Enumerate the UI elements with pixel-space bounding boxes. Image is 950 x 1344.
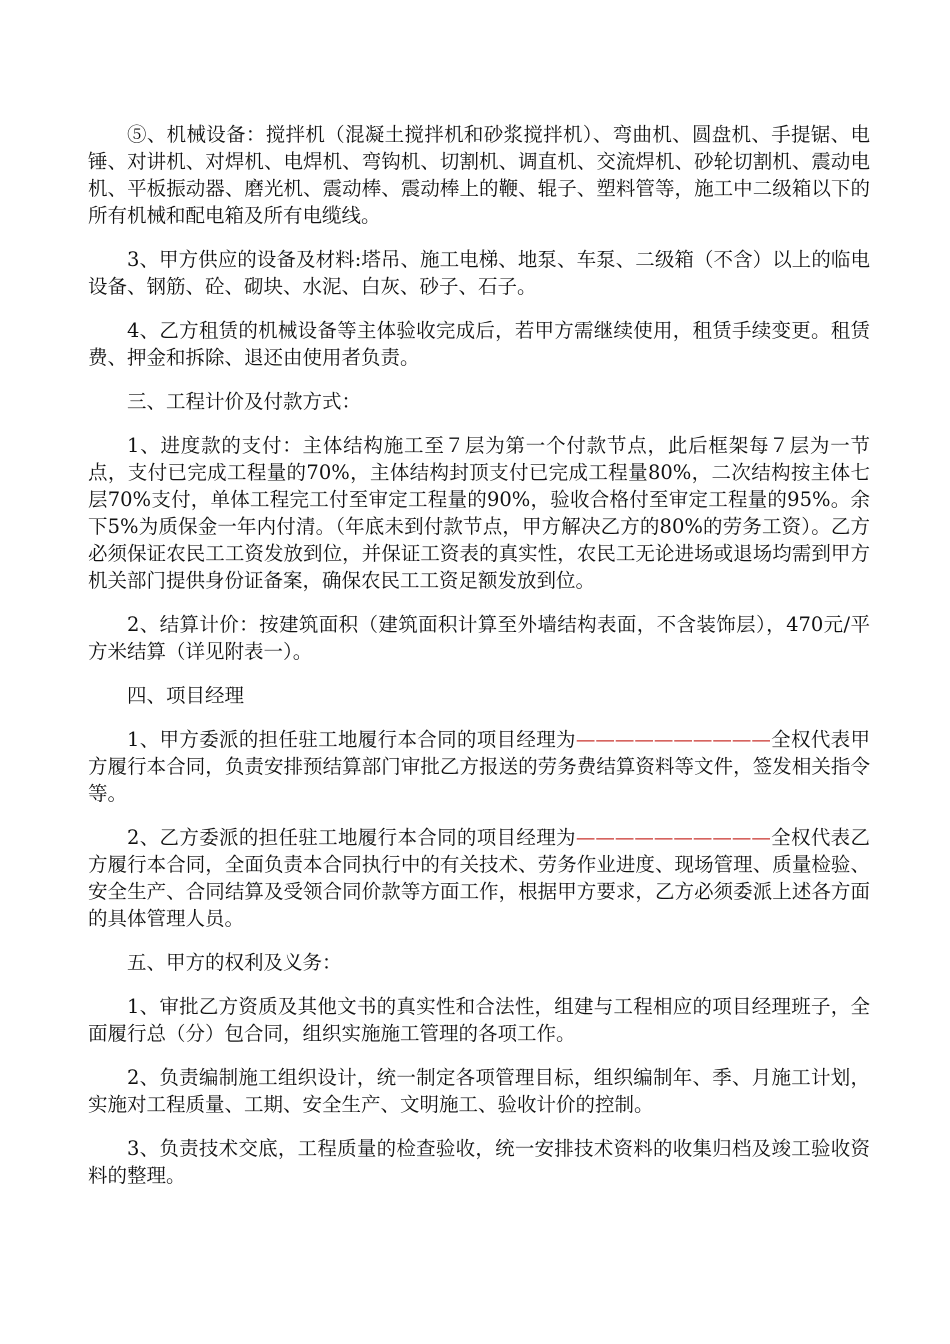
manager-a-text-before: 1、甲方委派的担任驻工地履行本合同的项目经理为 [127,728,576,751]
paragraph-progress-payment: 1、进度款的支付：主体结构施工至７层为第一个付款节点，此后框架每７层为一节点，支付已完成工程量的70%，主体结构封顶支付已完成工程量80%，二次结构按主体七层70%支付，单体工程完工付至审定工程量的90%，验收合格付至审定工程量的95%。余下5%为质保金一年内付清。（年底未到付款节点，甲方解决乙方的80%的劳务工资）。乙方必须保证农民工工资发放到位，并保证工资表的真实性，农民工无论进场或退场均需到甲方机关部门提供身份证备案，确保农民工工资足额发放到位。 [88,434,870,592]
paragraph-leased-equipment: 4、乙方租赁的机械设备等主体验收完成后，若甲方需继续使用，租赁手续变更。租赁费、押金和拆除、退还由使用者负责。 [88,319,870,369]
section-heading-party-a-rights: 五、甲方的权利及义务： [127,951,342,974]
manager-a-text-after: 全权代表甲方履行本合同，负责安排预结算部门审批乙方报送的劳务费结算资料等文件，签发相关指令等。 [88,728,870,805]
manager-b-blank-line: —————————— [575,826,771,849]
paragraph-party-a-supplies: 3、甲方供应的设备及材料:塔吊、施工电梯、地泵、车泵、二级箱（不含）以上的临电设备、钢筋、砼、砌块、水泥、白灰、砂子、石子。 [88,248,870,298]
paragraph-technical-briefing: 3、负责技术交底，工程质量的检查验收，统一安排技术资料的收集归档及竣工验收资料的整理。 [88,1137,870,1187]
paragraph-settlement: 2、结算计价：按建筑面积（建筑面积计算至外墙结构表面，不含装饰层），470元/平方米结算（详见附表一）。 [88,613,870,663]
manager-a-blank-line: —————————— [575,728,771,751]
paragraph-party-b-manager [88,824,870,932]
paragraph-party-a-manager [88,726,870,807]
paragraph-construction-plan: 2、负责编制施工组织设计，统一制定各项管理目标，组织编制年、季、月施工计划，实施对工程质量、工期、安全生产、文明施工、验收计价的控制。 [88,1066,870,1116]
section-heading-pricing: 三、工程计价及付款方式： [127,390,362,413]
paragraph-review-qualifications: 1、审批乙方资质及其他文书的真实性和合法性，组建与工程相应的项目经理班子，全面履行总（分）包合同，组织实施施工管理的各项工作。 [88,995,870,1045]
section-heading-project-manager: 四、项目经理 [127,684,245,707]
manager-b-text-after: 全权代表乙方履行本合同，全面负责本合同执行中的有关技术、劳务作业进度、现场管理、质量检验、安全生产、合同结算及受领合同价款等方面工作，根据甲方要求，乙方必须委派上述各方面的具体管理人员。 [88,826,870,930]
paragraph-machinery: ⑤、机械设备：搅拌机（混凝土搅拌机和砂浆搅拌机）、弯曲机、圆盘机、手提锯、电锤、对讲机、对焊机、电焊机、弯钩机、切割机、调直机、交流焊机、砂轮切割机、震动电机、平板振动器、磨光机、震动棒、震动棒上的鞭、辊子、塑料管等，施工中二级箱以下的所有机械和配电箱及所有电缆线。 [88,123,870,227]
manager-b-text-before: 2、乙方委派的担任驻工地履行本合同的项目经理为 [127,826,576,849]
